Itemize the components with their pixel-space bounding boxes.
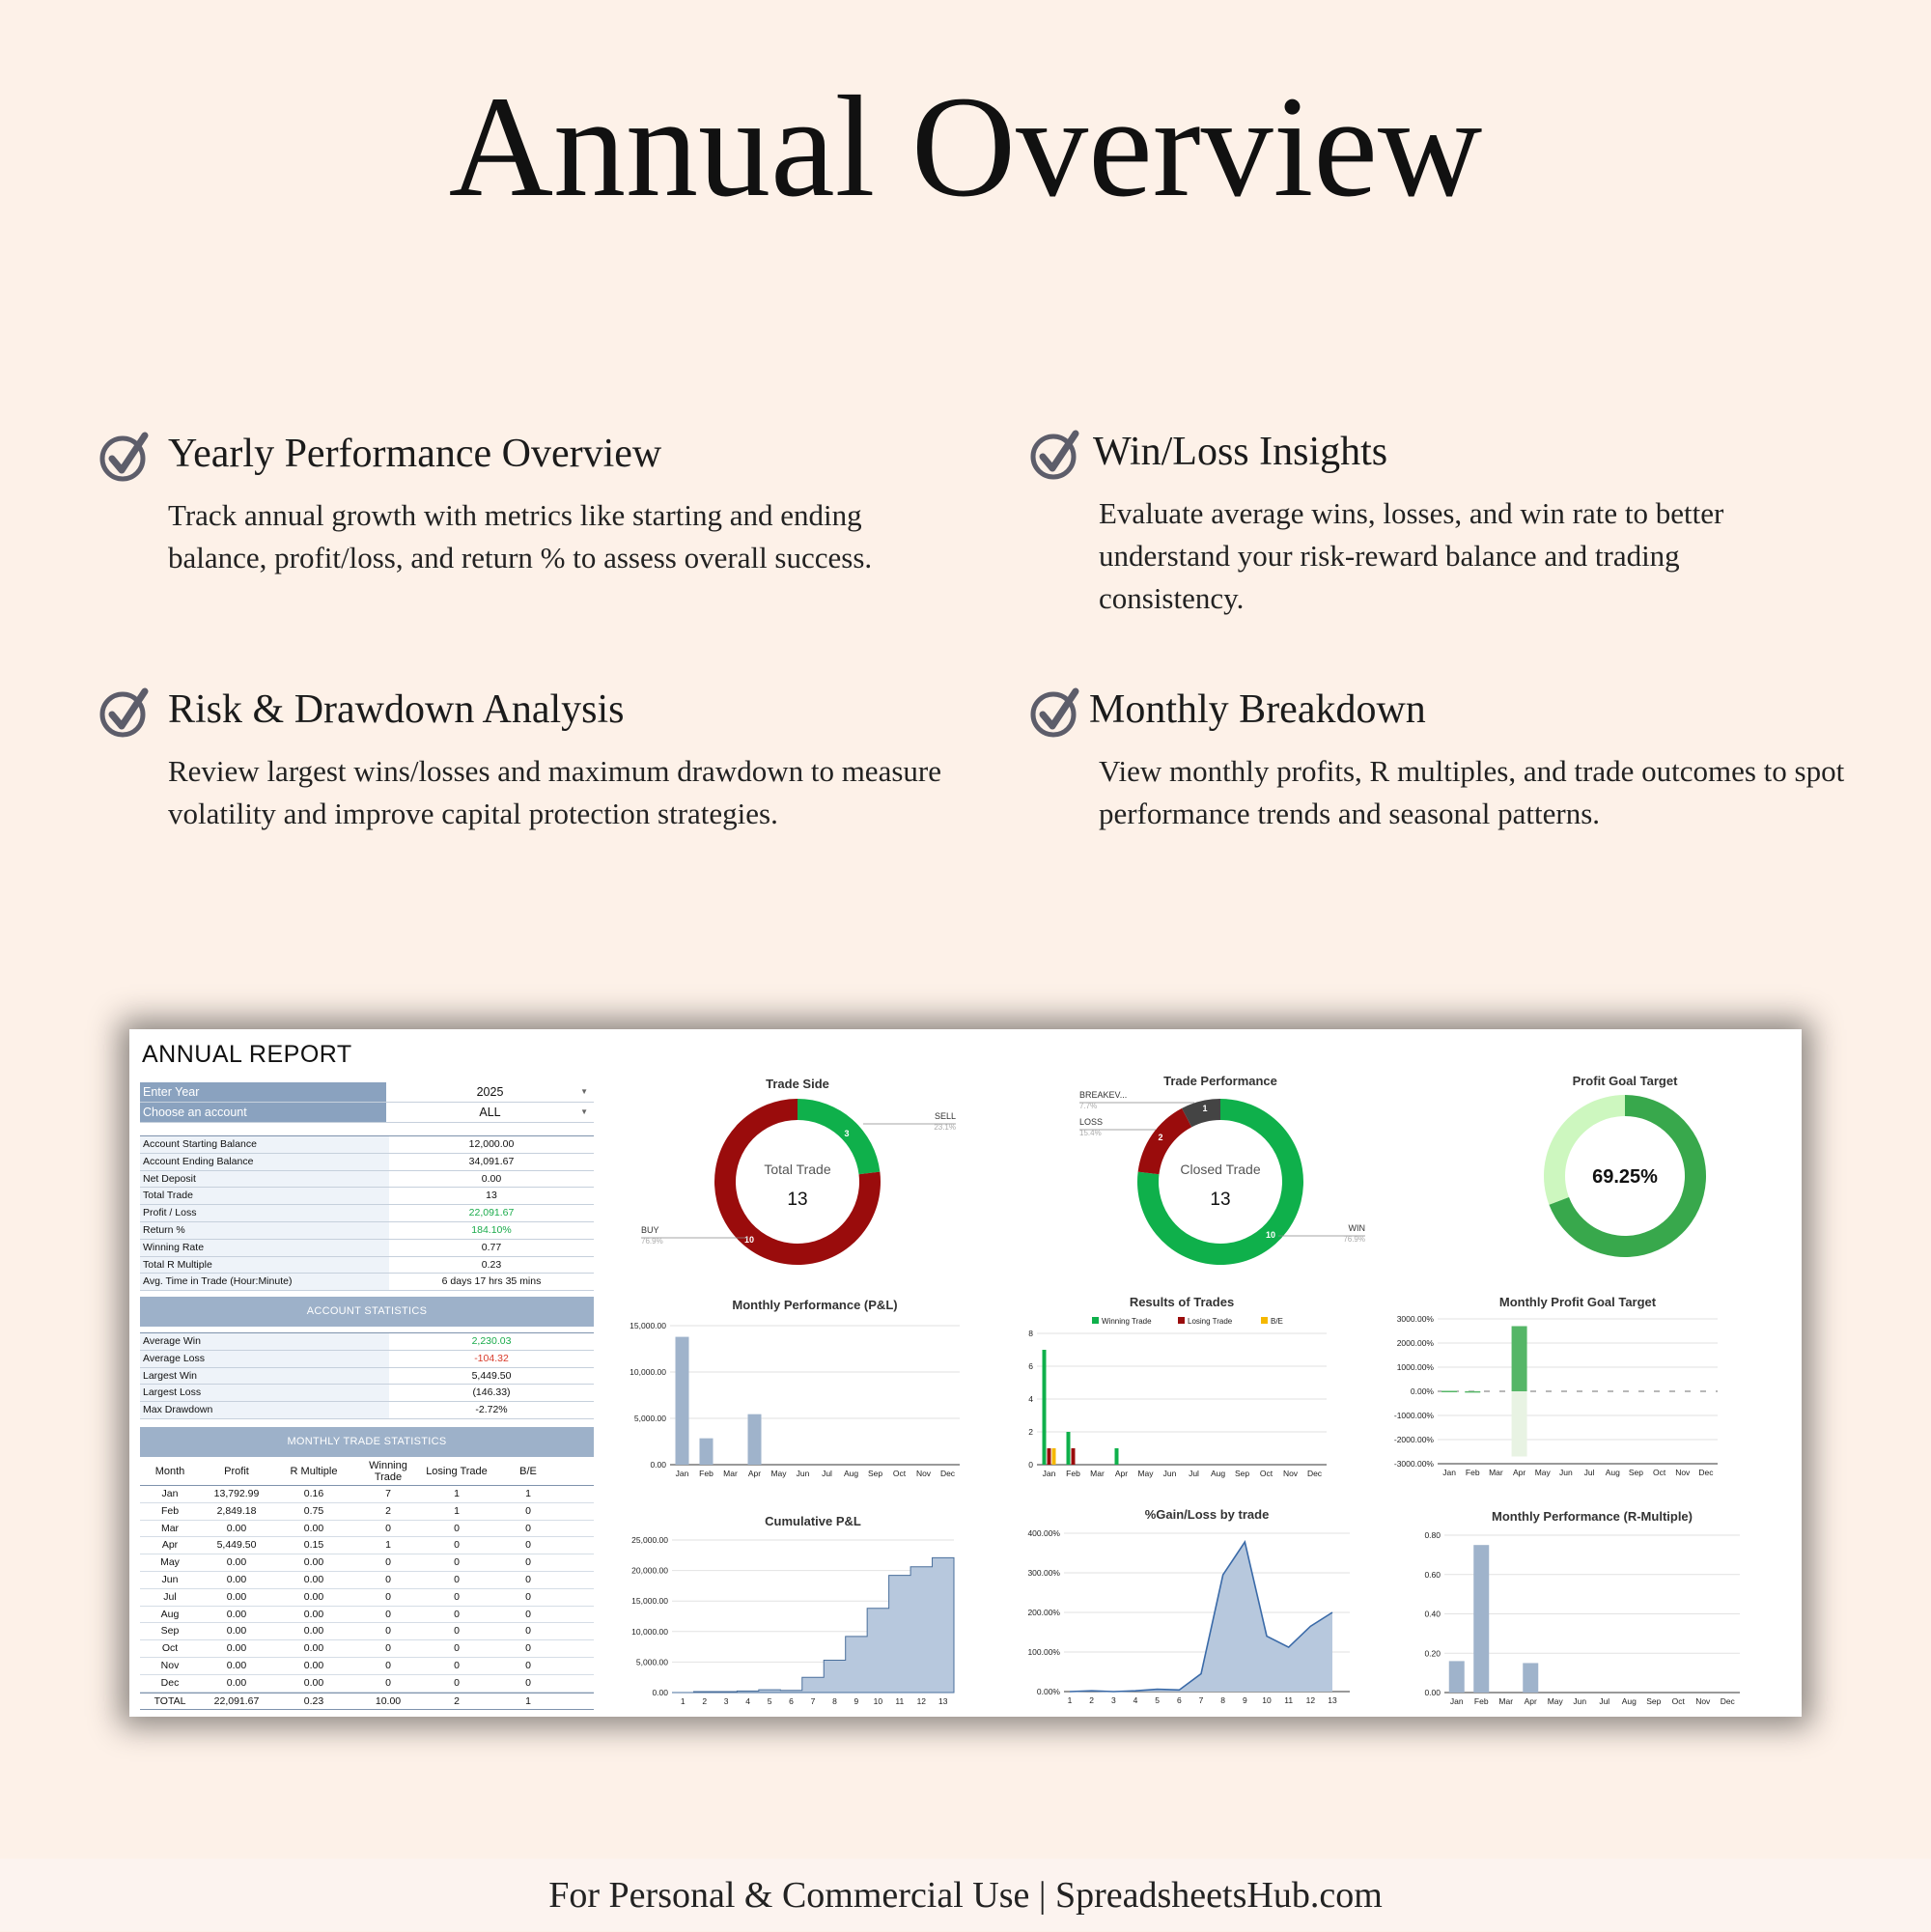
monthly-cell: Mar [160, 1522, 180, 1534]
monthly-cell: 0.00 [226, 1659, 247, 1671]
x-tick-label: Sep [1628, 1468, 1643, 1477]
feature-heading: Monthly Breakdown [1089, 687, 1426, 732]
chart-title: Monthly Profit Goal Target [1498, 1295, 1657, 1309]
monthly-cell: 0.00 [303, 1522, 324, 1534]
monthly-cell: 0.00 [303, 1590, 324, 1603]
monthly-cell: 0.75 [303, 1504, 324, 1517]
x-tick-label: Jul [1599, 1696, 1610, 1706]
summary-key: Total R Multiple [140, 1257, 389, 1274]
summary-key: Account Ending Balance [140, 1154, 389, 1170]
x-tick-label: Jul [1189, 1469, 1199, 1478]
chart-title: %Gain/Loss by trade [1144, 1507, 1270, 1522]
monthly-cell: 0 [454, 1556, 460, 1569]
summary-value: 0.77 [389, 1240, 594, 1256]
x-tick-label: 6 [1176, 1695, 1182, 1705]
monthly-cell: 0.00 [226, 1642, 247, 1655]
slice-pct: 15.4% [1079, 1129, 1102, 1137]
monthly-cell: 0 [525, 1504, 531, 1517]
slice-label: SELL [934, 1111, 956, 1121]
bar [1465, 1391, 1480, 1393]
monthly-cell: 1 [454, 1504, 460, 1517]
x-tick-label: Aug [843, 1469, 859, 1478]
y-tick-label: 100.00% [1027, 1647, 1060, 1657]
checkmark-icon [98, 430, 153, 484]
x-tick-label: Jan [1042, 1469, 1056, 1478]
y-tick-label: 3000.00% [1396, 1314, 1434, 1324]
checkmark-icon [1029, 686, 1083, 740]
x-tick-label: 4 [1133, 1695, 1138, 1705]
bar [1449, 1661, 1465, 1693]
y-tick-label: 200.00% [1027, 1608, 1060, 1617]
column-header: Losing Trade [426, 1465, 488, 1477]
y-tick-label: 400.00% [1027, 1528, 1060, 1538]
y-tick-label: 6 [1028, 1361, 1033, 1371]
x-tick-label: Dec [1720, 1696, 1735, 1706]
stat-key: Average Win [140, 1333, 389, 1350]
monthly-cell: 0.00 [226, 1522, 247, 1534]
chart-title: Cumulative P&L [765, 1514, 861, 1528]
legend-swatch [1178, 1317, 1185, 1324]
x-tick-label: 1 [1067, 1695, 1073, 1705]
x-tick-label: 7 [810, 1696, 816, 1706]
x-tick-label: Aug [1605, 1468, 1620, 1477]
x-tick-label: 3 [1110, 1695, 1116, 1705]
monthly-cell: 1 [525, 1694, 531, 1707]
x-tick-label: Mar [1498, 1696, 1514, 1706]
column-header: B/E [519, 1465, 537, 1477]
summary-value: 184.10% [389, 1222, 594, 1239]
monthly-cell: 0.00 [226, 1556, 247, 1569]
feature-heading: Win/Loss Insights [1093, 430, 1388, 474]
summary-key: Profit / Loss [140, 1205, 389, 1221]
x-tick-label: 1 [680, 1696, 686, 1706]
monthly-cell: 0 [385, 1590, 391, 1603]
x-tick-label: Oct [1652, 1468, 1666, 1477]
x-tick-label: May [770, 1469, 787, 1478]
summary-value: 6 days 17 hrs 35 mins [389, 1274, 594, 1290]
x-tick-label: 11 [1284, 1695, 1294, 1705]
bar [1473, 1545, 1489, 1693]
legend-label: B/E [1271, 1317, 1283, 1326]
x-tick-label: Feb [1473, 1696, 1489, 1706]
y-tick-label: 0.20 [1424, 1648, 1441, 1659]
summary-key: Total Trade [140, 1188, 389, 1204]
y-tick-label: 10,000.00 [631, 1626, 668, 1637]
slice-value: 3 [844, 1129, 850, 1138]
stat-value: -2.72% [389, 1402, 594, 1418]
slice-value: 1 [1202, 1104, 1208, 1113]
monthly-cell: Nov [160, 1659, 180, 1671]
x-tick-label: Dec [1306, 1469, 1323, 1478]
bar [1052, 1448, 1056, 1465]
y-tick-label: 0.60 [1424, 1569, 1441, 1580]
slice-pct: 7.7% [1079, 1102, 1098, 1110]
y-tick-label: 0.00% [1410, 1386, 1434, 1396]
monthly-cell: 0 [525, 1590, 531, 1603]
monthly-cell: 0 [525, 1573, 531, 1585]
bar [1072, 1448, 1076, 1465]
x-tick-label: Apr [1512, 1468, 1526, 1477]
dropdown-arrow-icon[interactable]: ▼ [580, 1087, 588, 1096]
x-tick-label: 2 [702, 1696, 708, 1706]
x-tick-label: 3 [723, 1696, 729, 1706]
x-tick-label: 12 [1305, 1695, 1316, 1705]
x-tick-label: 8 [832, 1696, 837, 1706]
x-tick-label: Mar [723, 1469, 738, 1478]
column-header: Profit [224, 1465, 249, 1477]
x-tick-label: Nov [1675, 1468, 1691, 1477]
column-header: R Multiple [290, 1465, 338, 1477]
x-tick-label: 10 [873, 1696, 883, 1706]
y-tick-label: 0.00% [1036, 1687, 1060, 1696]
cumulative-area [672, 1557, 954, 1693]
x-tick-label: Jun [1162, 1469, 1177, 1478]
x-tick-label: Dec [939, 1469, 956, 1478]
monthly-cell: Dec [160, 1676, 180, 1689]
monthly-cell: Sep [160, 1625, 180, 1638]
x-tick-label: Sep [1646, 1696, 1662, 1706]
monthly-cell: 0 [525, 1608, 531, 1620]
y-tick-label: 25,000.00 [631, 1535, 668, 1545]
y-tick-label: 10,000.00 [630, 1367, 666, 1377]
x-tick-label: Jul [822, 1469, 832, 1478]
y-tick-label: 20,000.00 [631, 1565, 668, 1576]
footer: For Personal & Commercial Use | SpreadsheetsHub.com [0, 1859, 1931, 1931]
monthly-cell: Jul [163, 1590, 177, 1603]
monthly-cell: Feb [160, 1504, 180, 1517]
y-tick-label: 2000.00% [1396, 1338, 1434, 1348]
monthly-cell: 0 [454, 1659, 460, 1671]
center-value: 13 [1210, 1190, 1231, 1210]
x-tick-label: 12 [916, 1696, 927, 1706]
x-tick-label: 11 [895, 1696, 905, 1706]
legend-label: Winning Trade [1102, 1317, 1152, 1326]
monthly-cell: Oct [161, 1642, 179, 1655]
monthly-cell: 10.00 [375, 1694, 402, 1707]
monthly-cell: 0.00 [226, 1625, 247, 1638]
x-tick-label: Jun [1573, 1696, 1587, 1706]
report-charts [129, 1029, 1802, 1717]
center-value: 69.25% [1592, 1166, 1658, 1188]
monthly-cell: 0 [454, 1676, 460, 1689]
y-tick-label: 0.80 [1424, 1530, 1441, 1540]
page-title: Annual Overview [448, 67, 1483, 227]
monthly-cell: 0 [525, 1642, 531, 1655]
monthly-cell: 0.00 [303, 1556, 324, 1569]
column-header: Winning Trade [369, 1459, 407, 1483]
monthly-cell: 0.00 [303, 1659, 324, 1671]
x-tick-label: Jan [1449, 1696, 1464, 1706]
x-tick-label: Mar [1090, 1469, 1105, 1478]
monthly-cell: 0 [454, 1573, 460, 1585]
y-tick-label: 5,000.00 [635, 1657, 668, 1667]
x-tick-label: May [1547, 1696, 1563, 1706]
x-tick-label: 10 [1262, 1695, 1272, 1705]
x-tick-label: Aug [1210, 1469, 1226, 1478]
x-tick-label: Jan [675, 1469, 689, 1478]
monthly-cell: 0 [525, 1539, 531, 1552]
monthly-cell: 0 [385, 1556, 391, 1569]
x-tick-label: Feb [1066, 1469, 1080, 1478]
monthly-cell: 1 [525, 1488, 531, 1499]
monthly-cell: 0.16 [303, 1488, 324, 1499]
bar [1441, 1391, 1457, 1393]
legend-swatch [1092, 1317, 1099, 1324]
bar [1048, 1448, 1051, 1465]
x-tick-label: Feb [699, 1469, 714, 1478]
summary-key: Account Starting Balance [140, 1136, 389, 1153]
monthly-cell: 0.00 [226, 1590, 247, 1603]
x-tick-label: 9 [1242, 1695, 1247, 1705]
monthly-cell: 0.23 [303, 1694, 324, 1707]
summary-value: 0.00 [389, 1171, 594, 1188]
x-tick-label: Apr [747, 1469, 762, 1478]
x-tick-label: 8 [1220, 1695, 1226, 1705]
x-tick-label: Jun [796, 1469, 810, 1478]
slice-pct: 23.1% [934, 1123, 956, 1132]
x-tick-label: Oct [1259, 1469, 1273, 1478]
summary-value: 13 [389, 1188, 594, 1204]
stat-value: -104.32 [389, 1351, 594, 1367]
center-value: 13 [787, 1190, 808, 1210]
slice-value: 2 [1158, 1133, 1163, 1142]
monthly-cell: TOTAL [154, 1694, 186, 1707]
monthly-cell: 13,792.99 [213, 1488, 260, 1499]
stat-value: (146.33) [389, 1385, 594, 1401]
y-tick-label: 0.00 [1424, 1688, 1441, 1697]
monthly-cell: 0 [454, 1539, 460, 1552]
monthly-cell: 2 [385, 1504, 391, 1517]
stat-value: 2,230.03 [389, 1333, 594, 1350]
x-tick-label: Jul [1583, 1468, 1595, 1477]
summary-value: 22,091.67 [389, 1205, 594, 1221]
monthly-cell: 0.00 [303, 1625, 324, 1638]
stat-key: Largest Loss [140, 1385, 389, 1401]
y-tick-label: 300.00% [1027, 1568, 1060, 1578]
slice-label: LOSS [1079, 1117, 1104, 1127]
y-tick-label: 0.00 [652, 1688, 668, 1697]
monthly-cell: 0.00 [226, 1573, 247, 1585]
monthly-cell: 0 [525, 1556, 531, 1569]
bar [748, 1414, 762, 1465]
account-statistics-header: ACCOUNT STATISTICS [140, 1297, 594, 1327]
x-tick-label: 6 [789, 1696, 794, 1706]
bar [1523, 1663, 1538, 1693]
slice-label: WIN [1348, 1223, 1365, 1233]
x-tick-label: Apr [1114, 1469, 1129, 1478]
y-tick-label: -1000.00% [1393, 1411, 1434, 1420]
y-tick-label: 1000.00% [1396, 1362, 1434, 1372]
summary-key: Return % [140, 1222, 389, 1239]
annual-report-screenshot [129, 1029, 1802, 1717]
y-tick-label: 15,000.00 [630, 1321, 666, 1330]
monthly-cell: 0.00 [226, 1676, 247, 1689]
monthly-cell: 0 [454, 1625, 460, 1638]
x-tick-label: Sep [1234, 1469, 1250, 1478]
chart-title: Results of Trades [1129, 1295, 1235, 1309]
monthly-cell: 0 [454, 1642, 460, 1655]
bar [676, 1337, 689, 1465]
monthly-cell: 0 [385, 1573, 391, 1585]
chart-title: Monthly Performance (R-Multiple) [1491, 1509, 1693, 1524]
slice-value: 10 [743, 1235, 755, 1245]
summary-value: 12,000.00 [389, 1136, 594, 1153]
monthly-cell: 5,449.50 [216, 1539, 257, 1552]
x-tick-label: Oct [892, 1469, 907, 1478]
y-tick-label: -3000.00% [1393, 1459, 1434, 1469]
monthly-cell: 7 [385, 1488, 391, 1499]
stat-key: Max Drawdown [140, 1402, 389, 1418]
summary-key: Winning Rate [140, 1240, 389, 1256]
x-tick-label: May [1137, 1469, 1154, 1478]
feature-text: Review largest wins/losses and maximum drawdown to measure volatility and improve capital protection strategies. [168, 754, 941, 830]
x-tick-label: 2 [1089, 1695, 1095, 1705]
stat-key: Largest Win [140, 1368, 389, 1385]
bar [1115, 1448, 1119, 1465]
y-tick-label: 0.40 [1424, 1609, 1441, 1619]
monthly-cell: 0 [525, 1676, 531, 1689]
x-tick-label: Feb [1465, 1468, 1480, 1477]
x-tick-label: Jan [1442, 1468, 1456, 1477]
x-tick-label: 5 [1155, 1695, 1161, 1705]
y-tick-label: 2 [1028, 1427, 1033, 1437]
y-tick-label: 0.00 [650, 1460, 666, 1470]
feature-text: View monthly profits, R multiples, and trade outcomes to spot performance trends and seasonal patterns. [1099, 754, 1845, 830]
gain-loss-area [1070, 1542, 1332, 1692]
feature-text: Track annual growth with metrics like starting and ending balance, profit/loss, and return % to assess overall success. [168, 498, 873, 574]
monthly-cell: 0 [525, 1625, 531, 1638]
y-tick-label: 15,000.00 [631, 1596, 668, 1607]
monthly-cell: 0 [454, 1608, 460, 1620]
monthly-statistics-header: MONTHLY TRADE STATISTICS [140, 1427, 594, 1457]
slice-label: BREAKEV... [1079, 1090, 1128, 1100]
monthly-cell: 2 [454, 1694, 460, 1707]
bar [1512, 1391, 1527, 1457]
monthly-cell: 0.00 [303, 1642, 324, 1655]
column-header: Month [154, 1465, 185, 1477]
slice-label: BUY [641, 1225, 659, 1235]
feature-text: Evaluate average wins, losses, and win rate to better understand your risk-reward balance and trading consistency. [1099, 496, 1724, 615]
x-tick-label: Aug [1621, 1696, 1637, 1706]
checkmark-icon [98, 686, 153, 740]
feature-heading: Yearly Performance Overview [168, 432, 662, 476]
x-tick-label: 4 [745, 1696, 750, 1706]
y-tick-label: 5,000.00 [633, 1414, 666, 1423]
monthly-cell: 0.15 [303, 1539, 324, 1552]
summary-key: Avg. Time in Trade (Hour:Minute) [140, 1274, 389, 1290]
x-tick-label: Jun [1559, 1468, 1573, 1477]
monthly-cell: Apr [161, 1539, 179, 1552]
x-tick-label: Sep [867, 1469, 883, 1478]
center-label: Total Trade [764, 1162, 831, 1177]
monthly-cell: 0 [385, 1676, 391, 1689]
x-tick-label: 5 [767, 1696, 772, 1706]
x-tick-label: 9 [854, 1696, 859, 1706]
account-value: ALL [479, 1106, 501, 1119]
bar [1067, 1432, 1071, 1465]
y-tick-label: 0 [1028, 1460, 1033, 1470]
slice-pct: 76.9% [1343, 1235, 1365, 1244]
x-tick-label: 13 [938, 1696, 948, 1706]
summary-value: 0.23 [389, 1257, 594, 1274]
chart-title: Trade Performance [1163, 1074, 1277, 1088]
legend-label: Losing Trade [1188, 1317, 1233, 1326]
monthly-cell: 0 [385, 1625, 391, 1638]
feature-heading: Risk & Drawdown Analysis [168, 687, 625, 732]
chart-title: Profit Goal Target [1572, 1074, 1678, 1088]
monthly-cell: 0 [525, 1522, 531, 1534]
summary-key: Net Deposit [140, 1171, 389, 1188]
monthly-cell: May [160, 1556, 180, 1569]
x-tick-label: Nov [1282, 1469, 1299, 1478]
monthly-cell: 0 [525, 1659, 531, 1671]
chart-title: Trade Side [766, 1077, 829, 1091]
year-label: Enter Year [140, 1082, 386, 1102]
monthly-cell: Aug [160, 1608, 180, 1620]
monthly-cell: Jan [161, 1488, 179, 1499]
monthly-cell: 0.00 [226, 1608, 247, 1620]
center-label: Closed Trade [1180, 1162, 1261, 1177]
pie-slice [1544, 1095, 1625, 1205]
monthly-cell: 2,849.18 [216, 1504, 257, 1517]
monthly-cell: 1 [454, 1488, 460, 1499]
x-tick-label: Mar [1489, 1468, 1503, 1477]
y-tick-label: -2000.00% [1393, 1435, 1434, 1444]
monthly-cell: 0 [454, 1590, 460, 1603]
x-tick-label: Oct [1671, 1696, 1685, 1706]
x-tick-label: Apr [1524, 1696, 1537, 1706]
monthly-cell: 1 [385, 1539, 391, 1552]
monthly-cell: 0 [385, 1659, 391, 1671]
x-tick-label: Dec [1698, 1468, 1714, 1477]
monthly-cell: Jun [161, 1573, 179, 1585]
monthly-cell: 0 [385, 1522, 391, 1534]
stat-value: 5,449.50 [389, 1368, 594, 1385]
x-tick-label: 13 [1328, 1695, 1337, 1705]
slice-value: 10 [1265, 1230, 1276, 1240]
bar [1512, 1327, 1527, 1392]
account-label: Choose an account [140, 1103, 386, 1122]
monthly-cell: 0 [385, 1608, 391, 1620]
monthly-cell: 0.00 [303, 1676, 324, 1689]
x-tick-label: Nov [1695, 1696, 1711, 1706]
report-title: ANNUAL REPORT [142, 1041, 352, 1068]
legend-swatch [1261, 1317, 1268, 1324]
monthly-cell: 22,091.67 [213, 1694, 260, 1707]
stat-key: Average Loss [140, 1351, 389, 1367]
x-tick-label: Nov [915, 1469, 932, 1478]
checkmark-icon [1029, 428, 1083, 482]
bar [700, 1439, 714, 1465]
summary-value: 34,091.67 [389, 1154, 594, 1170]
monthly-cell: 0.00 [303, 1608, 324, 1620]
slice-pct: 76.9% [641, 1237, 663, 1246]
monthly-cell: 0.00 [303, 1573, 324, 1585]
y-tick-label: 4 [1028, 1394, 1033, 1404]
monthly-cell: 0 [385, 1642, 391, 1655]
chart-title: Monthly Performance (P&L) [732, 1298, 898, 1312]
year-value: 2025 [476, 1085, 504, 1099]
monthly-cell: 0 [454, 1522, 460, 1534]
x-tick-label: 7 [1198, 1695, 1204, 1705]
x-tick-label: May [1534, 1468, 1551, 1477]
bar [1043, 1350, 1047, 1465]
y-tick-label: 8 [1028, 1329, 1033, 1338]
dropdown-arrow-icon[interactable]: ▼ [580, 1107, 588, 1116]
